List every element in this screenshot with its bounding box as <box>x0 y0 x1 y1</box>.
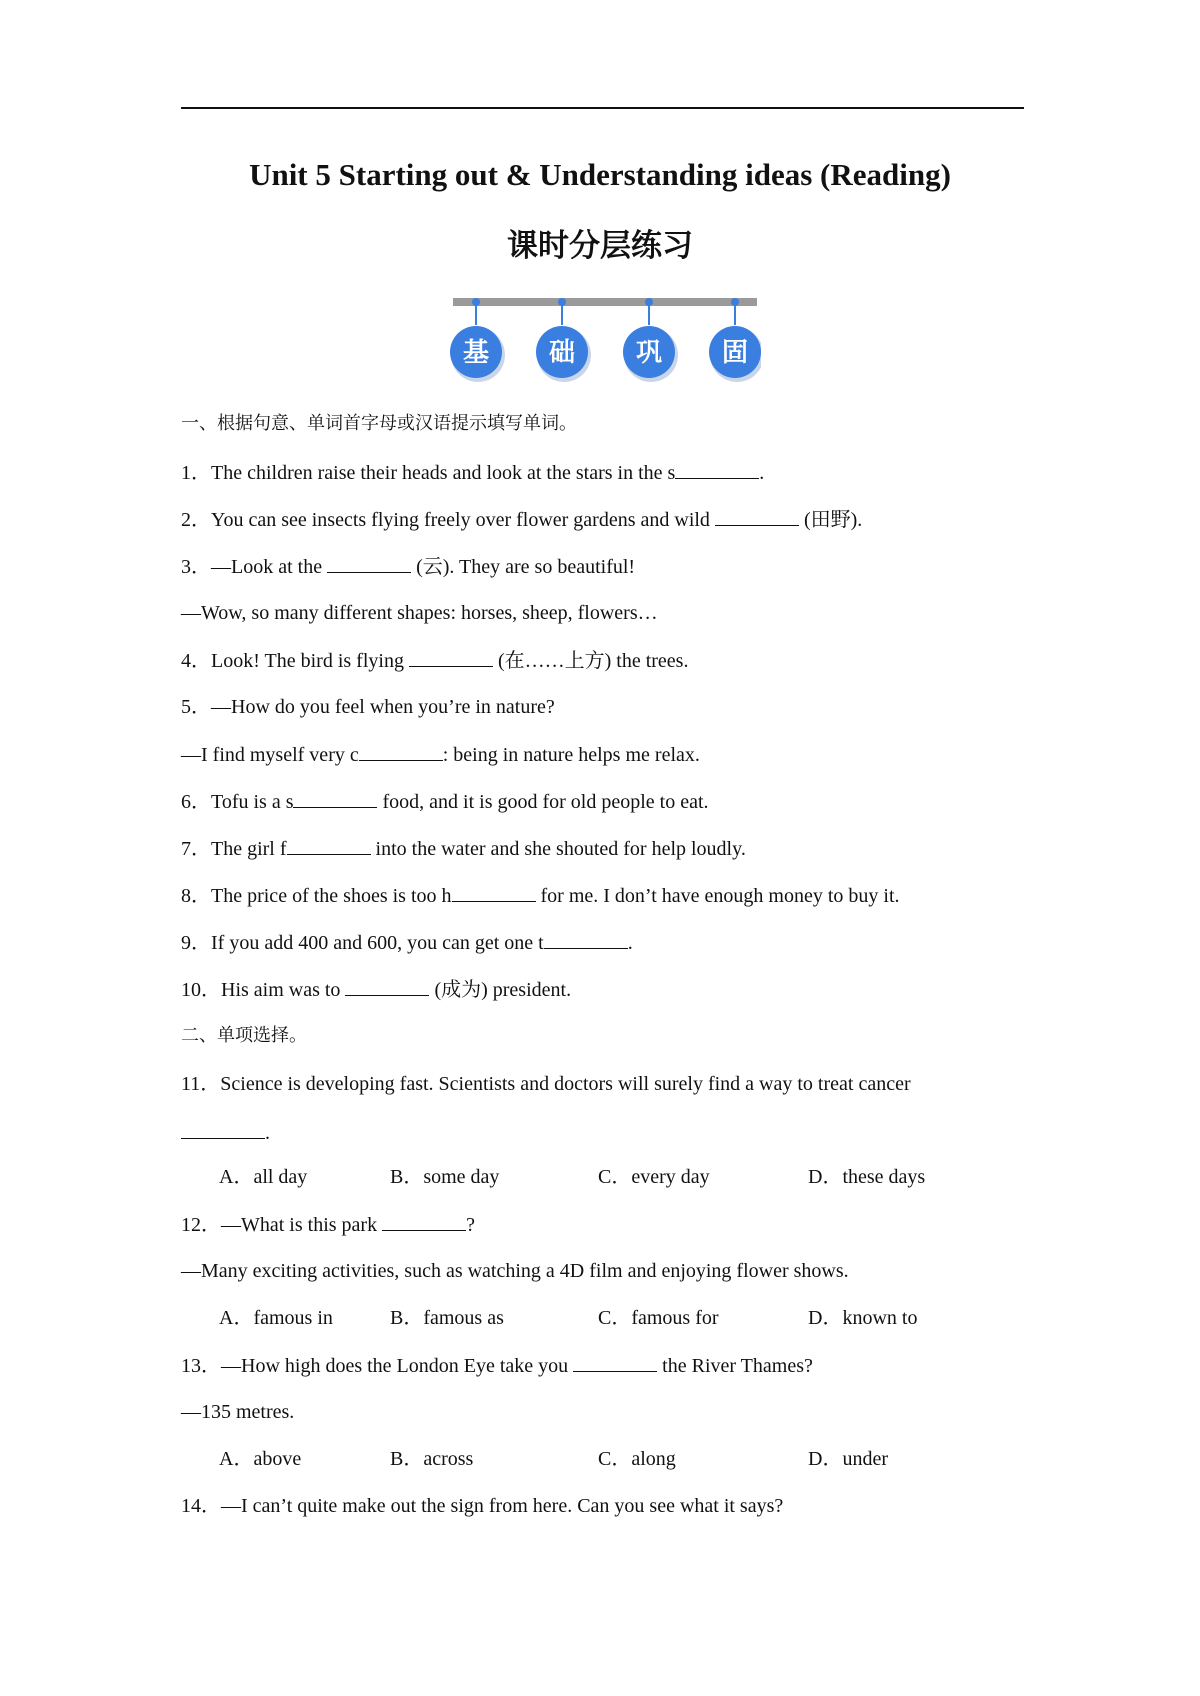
question-text: into the water and she shouted for help loudly. <box>370 838 746 860</box>
question-number: 5． <box>181 696 211 718</box>
question-text: —How do you feel when you’re in nature? <box>211 696 555 718</box>
question-12-reply: —Many exciting activities, such as watching a 4D film and enjoying flower shows. <box>181 1260 849 1282</box>
question-text: —How high does the London Eye take you <box>221 1355 574 1377</box>
question-number: 13． <box>181 1355 221 1377</box>
question-text: The price of the shoes is too h <box>211 885 452 907</box>
question-11 <box>181 1072 911 1096</box>
question-text: . <box>265 1122 270 1144</box>
question-text: ? <box>466 1214 475 1236</box>
question-9 <box>181 930 633 955</box>
question-2 <box>181 507 862 532</box>
question-text: (在……上方) the trees. <box>492 650 689 672</box>
question-text: The girl f <box>211 838 287 860</box>
question-number: 9． <box>181 932 211 954</box>
answer-blank[interactable] <box>573 1353 657 1372</box>
question-number: 11． <box>181 1073 221 1095</box>
question-text: Science is developing fast. Scientists and doctors will surely find a way to treat cancer <box>220 1073 911 1095</box>
option-b[interactable]: B．across <box>390 1448 474 1470</box>
question-12 <box>181 1212 475 1237</box>
section-heading-1: 一、根据句意、单词首字母或汉语提示填写单词。 <box>181 413 577 434</box>
question-text: (成为) president. <box>429 979 572 1001</box>
answer-blank[interactable] <box>382 1212 466 1231</box>
answer-blank[interactable] <box>359 742 443 761</box>
question-number: 3． <box>181 556 211 578</box>
answer-blank[interactable] <box>544 930 628 949</box>
question-number: 12． <box>181 1214 221 1236</box>
question-text: Tofu is a s <box>211 791 294 813</box>
question-number: 14． <box>181 1495 221 1517</box>
question-number: 6． <box>181 791 211 813</box>
question-text: food, and it is good for old people to eat. <box>377 791 709 813</box>
option-c[interactable]: C．along <box>598 1448 676 1470</box>
option-a[interactable]: A．all day <box>219 1166 308 1188</box>
option-b[interactable]: B．famous as <box>390 1307 504 1329</box>
section-banner <box>449 295 761 385</box>
banner-char: 础 <box>548 338 576 368</box>
question-1 <box>181 460 764 485</box>
question-number: 8． <box>181 885 211 907</box>
question-text: Look! The bird is flying <box>211 650 409 672</box>
option-d[interactable]: D．under <box>808 1448 888 1470</box>
question-text: . <box>627 932 633 954</box>
answer-blank[interactable] <box>327 554 411 573</box>
option-a[interactable]: A．above <box>219 1448 302 1470</box>
question-text: If you add 400 and 600, you can get one t <box>211 932 544 954</box>
question-13 <box>181 1353 813 1378</box>
question-text: You can see insects flying freely over flower gardens and wild <box>211 509 715 531</box>
question-text: (田野). <box>798 509 863 531</box>
question-text: His aim was to <box>221 979 346 1001</box>
answer-blank[interactable] <box>675 460 759 479</box>
option-a[interactable]: A．famous in <box>219 1307 333 1329</box>
question-text: : being in nature helps me relax. <box>442 744 700 766</box>
question-text: . <box>759 462 765 484</box>
question-5-reply <box>181 742 700 767</box>
banner-char: 巩 <box>635 338 663 368</box>
question-text: —Look at the <box>211 556 328 578</box>
header-rule <box>181 107 1024 109</box>
question-text: the River Thames? <box>657 1355 813 1377</box>
question-14 <box>181 1494 783 1518</box>
section-heading-2: 二、单项选择。 <box>181 1025 307 1046</box>
question-6 <box>181 789 709 814</box>
answer-blank[interactable] <box>293 789 377 808</box>
answer-blank[interactable] <box>715 507 799 526</box>
question-text: —I find myself very c <box>181 744 359 766</box>
question-text: —I can’t quite make out the sign from here. Can you see what it says? <box>221 1495 784 1517</box>
question-11-blank-line <box>181 1120 270 1145</box>
question-number: 1． <box>181 462 211 484</box>
question-text: for me. I don’t have enough money to buy it. <box>535 885 900 907</box>
answer-blank[interactable] <box>345 977 429 996</box>
banner-char: 固 <box>721 338 749 368</box>
banner-bar <box>453 298 757 306</box>
banner-char: 基 <box>462 338 490 368</box>
question-10 <box>181 977 571 1002</box>
question-number: 10． <box>181 979 221 1001</box>
question-7 <box>181 836 746 861</box>
answer-blank[interactable] <box>181 1120 265 1139</box>
answer-blank[interactable] <box>409 648 493 667</box>
page-title: Unit 5 Starting out & Understanding ideas (Reading) <box>249 157 951 192</box>
question-number: 4． <box>181 650 211 672</box>
question-3 <box>181 554 635 579</box>
question-number: 7． <box>181 838 211 860</box>
page-subtitle: 课时分层练习 <box>507 228 693 264</box>
answer-blank[interactable] <box>287 836 371 855</box>
option-c[interactable]: C．every day <box>598 1166 710 1188</box>
question-13-reply: —135 metres. <box>181 1401 295 1423</box>
question-8 <box>181 883 900 908</box>
answer-blank[interactable] <box>452 883 536 902</box>
question-5 <box>181 695 555 719</box>
question-4 <box>181 648 688 673</box>
question-text: (云). They are so beautiful! <box>411 556 636 578</box>
option-d[interactable]: D．known to <box>808 1307 918 1329</box>
option-c[interactable]: C．famous for <box>598 1307 719 1329</box>
question-text: —What is this park <box>221 1214 383 1236</box>
option-b[interactable]: B．some day <box>390 1166 500 1188</box>
question-number: 2． <box>181 509 211 531</box>
option-d[interactable]: D．these days <box>808 1166 926 1188</box>
question-text: The children raise their heads and look at the stars in the s <box>211 462 676 484</box>
question-3-reply: —Wow, so many different shapes: horses, sheep, flowers… <box>181 602 658 624</box>
